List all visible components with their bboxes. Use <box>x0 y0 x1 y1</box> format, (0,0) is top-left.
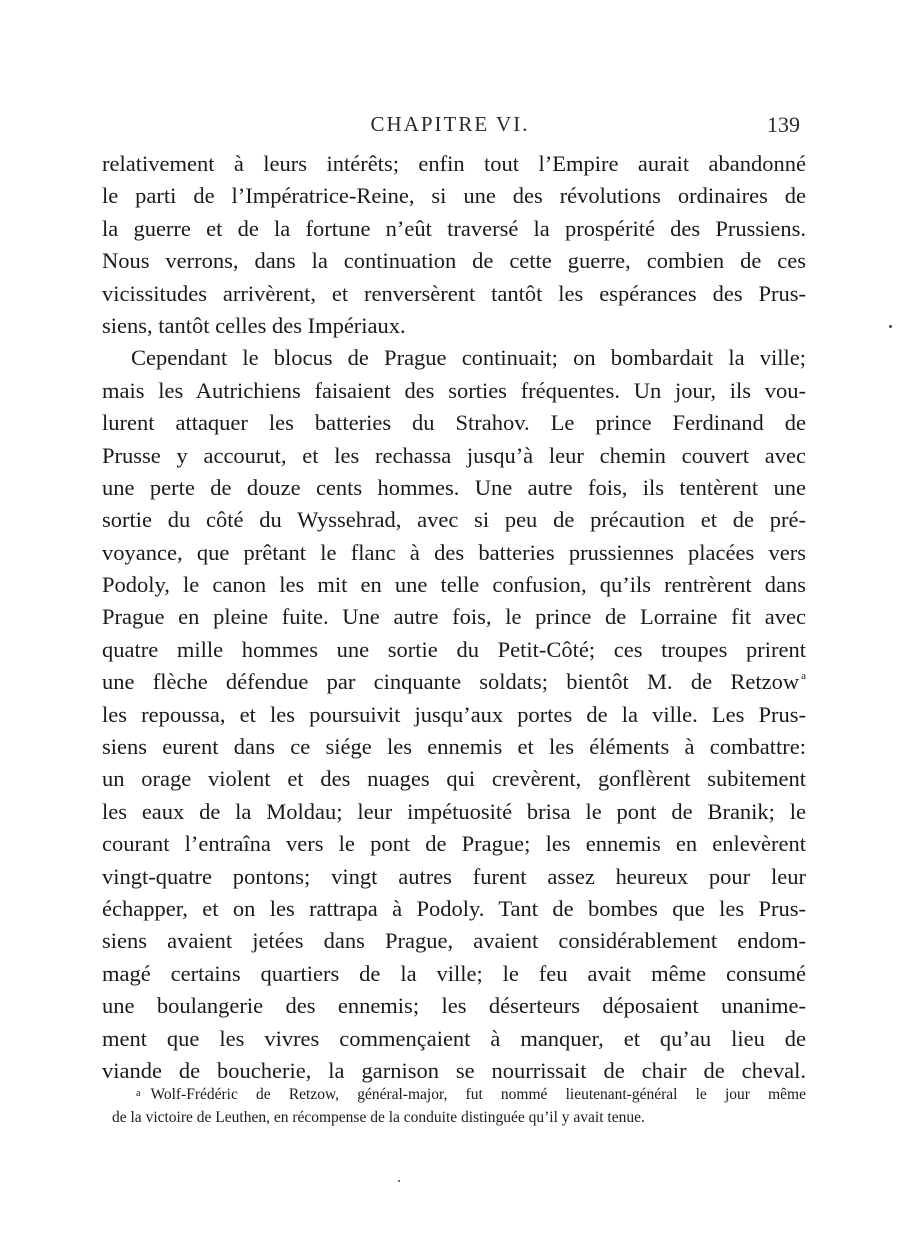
text-line: voyance, que prêtant le flanc à des batteries prussiennes placées vers <box>102 539 806 565</box>
running-head <box>100 112 800 142</box>
text-line: un orage violent et des nuages qui crevèrent, gonflèrent subitement <box>102 766 806 792</box>
page-number: 139 <box>767 112 800 137</box>
text-line: le parti de l’Impératrice-Reine, si une des révolutions ordinaires de <box>102 183 806 209</box>
footnote-text: Wolf-Frédéric de Retzow, général-major, fut nommé lieutenant-général le jour même <box>150 1086 806 1103</box>
footnote-reference: a <box>801 669 806 682</box>
text-line: les eaux de la Moldau; leur impétuosité brisa le pont de Branik; le <box>102 798 806 824</box>
footnote-marker: a <box>136 1088 141 1099</box>
text-line: viande de boucherie, la garnison se nourrissait de chair de cheval. <box>102 1057 806 1083</box>
text-line: siens avaient jetées dans Prague, avaient considérablement endom- <box>102 928 806 954</box>
text-line: Cependant le blocus de Prague continuait; on bombardait la ville; <box>131 345 806 371</box>
text-line-with-footnote-ref <box>102 666 806 698</box>
text-line: quatre mille hommes une sortie du Petit-Côté; ces troupes prirent <box>102 636 806 662</box>
text-line: mais les Autrichiens faisaient des sorties fréquentes. Un jour, ils vou- <box>102 377 806 403</box>
text-line: les repoussa, et les poursuivit jusqu’aux portes de la ville. Les Prus- <box>102 701 806 727</box>
chapter-title: CHAPITRE VI. <box>370 112 530 136</box>
page-speck <box>889 325 892 328</box>
footnote <box>112 1082 806 1130</box>
text-line: vingt-quatre pontons; vingt autres furent assez heureux pour leur <box>102 863 806 889</box>
text-line: Prague en pleine fuite. Une autre fois, le prince de Lorraine fit avec <box>102 604 806 630</box>
body-text <box>102 148 806 1087</box>
text-line: siens, tantôt celles des Impériaux. <box>102 312 406 338</box>
text-line: sortie du côté du Wyssehrad, avec si peu de précaution et de pré- <box>102 507 806 533</box>
text-line: échapper, et on les rattrapa à Podoly. Tant de bombes que les Prus- <box>102 895 806 921</box>
text-line-content: une flèche défendue par cinquante soldats; bientôt M. de Retzow <box>102 669 800 695</box>
text-line: Podoly, le canon les mit en une telle confusion, qu’ils rentrèrent dans <box>102 572 806 598</box>
text-line: lurent attaquer les batteries du Strahov. Le prince Ferdinand de <box>102 410 806 436</box>
footnote-line <box>112 1082 806 1106</box>
text-line: une perte de douze cents hommes. Une autre fois, ils tentèrent une <box>102 474 806 500</box>
text-line: la guerre et de la fortune n’eût traversé la prospérité des Prussiens. <box>102 215 806 241</box>
text-line: courant l’entraîna vers le pont de Prague; les ennemis en enlevèrent <box>102 831 806 857</box>
text-line: relativement à leurs intérêts; enfin tout l’Empire aurait abandonné <box>102 151 806 176</box>
footnote-line: de la victoire de Leuthen, en récompense de la conduite distinguée qu’il y avait tenue. <box>112 1109 645 1126</box>
text-line: une boulangerie des ennemis; les déserteurs déposaient unanime- <box>102 993 806 1019</box>
text-line: ment que les vivres commençaient à manquer, et qu’au lieu de <box>102 1025 806 1051</box>
page-speck <box>398 1180 400 1182</box>
text-line: siens eurent dans ce siége les ennemis et les éléments à combattre: <box>102 734 806 760</box>
text-line: vicissitudes arrivèrent, et renversèrent tantôt les espérances des Prus- <box>102 280 806 306</box>
text-line: Nous verrons, dans la continuation de cette guerre, combien de ces <box>102 248 806 274</box>
text-line: magé certains quartiers de la ville; le feu avait même consumé <box>102 960 806 986</box>
text-line: Prusse y accourut, et les rechassa jusqu’à leur chemin couvert avec <box>102 442 806 468</box>
